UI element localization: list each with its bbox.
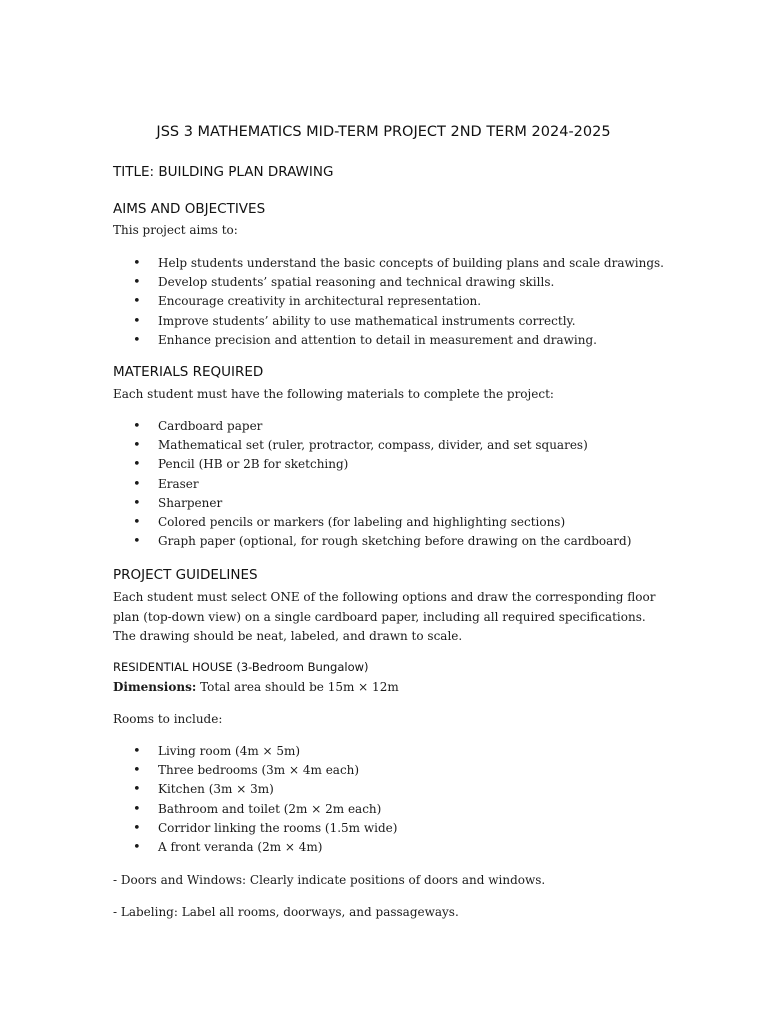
bullet-icon: • bbox=[133, 801, 141, 817]
list-item: • Three bedrooms (3m × 4m each) bbox=[113, 761, 397, 780]
list-item: • Corridor linking the rooms (1.5m wide) bbox=[113, 819, 397, 838]
guidelines-heading: PROJECT GUIDELINES bbox=[113, 567, 258, 583]
rooms-list bbox=[113, 742, 397, 857]
list-item: • A front veranda (2m × 4m) bbox=[113, 838, 397, 857]
bullet-icon: • bbox=[133, 457, 141, 473]
dimensions-label: Dimensions: bbox=[113, 680, 197, 694]
aims-heading: AIMS AND OBJECTIVES bbox=[113, 201, 266, 217]
list-item: • Develop students’ spatial reasoning and technical drawing skills. bbox=[113, 273, 664, 292]
list-item: • Sharpener bbox=[113, 494, 631, 513]
dimensions-text: Total area should be 15m × 12m bbox=[196, 680, 399, 694]
bullet-icon: • bbox=[133, 763, 141, 779]
doors-windows-note: - Doors and Windows: Clearly indicate positions of doors and windows. bbox=[113, 873, 546, 887]
list-item: • Help students understand the basic concepts of building plans and scale drawings. bbox=[113, 254, 664, 273]
bullet-icon: • bbox=[133, 476, 141, 492]
list-item: • Graph paper (optional, for rough sketching before drawing on the cardboard) bbox=[113, 532, 631, 551]
bullet-icon: • bbox=[133, 820, 141, 836]
bullet-icon: • bbox=[133, 782, 141, 798]
bullet-icon: • bbox=[133, 419, 141, 434]
list-item: • Enhance precision and attention to detail in measurement and drawing. bbox=[113, 331, 664, 350]
dimensions-line bbox=[113, 678, 665, 698]
bullet-icon: • bbox=[133, 534, 141, 550]
document-title: JSS 3 MATHEMATICS MID-TERM PROJECT 2ND TERM 2024-2025 bbox=[156, 124, 611, 140]
aims-intro: This project aims to: bbox=[113, 223, 238, 237]
list-item: • Bathroom and toilet (2m × 2m each) bbox=[113, 800, 397, 819]
list-item: • Colored pencils or markers (for labeling and highlighting sections) bbox=[113, 513, 631, 532]
guidelines-intro: Each student must select ONE of the following options and draw the corresponding floor plan (top-down view) on a single cardboard paper, including all required specifications. The drawing should be neat, labeled, and drawn to scale. bbox=[113, 590, 656, 643]
materials-heading: MATERIALS REQUIRED bbox=[113, 364, 264, 380]
option-heading: RESIDENTIAL HOUSE (3-Bedroom Bungalow) bbox=[113, 660, 369, 674]
bullet-icon: • bbox=[133, 744, 141, 759]
materials-list bbox=[113, 417, 631, 551]
list-item: • Eraser bbox=[113, 475, 631, 494]
bullet-icon: • bbox=[133, 275, 141, 291]
bullet-icon: • bbox=[133, 839, 141, 855]
list-item: • Improve students’ ability to use mathematical instruments correctly. bbox=[113, 312, 664, 331]
bullet-icon: • bbox=[133, 256, 141, 271]
bullet-icon: • bbox=[133, 438, 141, 454]
materials-intro: Each student must have the following materials to complete the project: bbox=[113, 387, 554, 401]
bullet-icon: • bbox=[133, 294, 141, 310]
project-title: TITLE: BUILDING PLAN DRAWING bbox=[113, 164, 334, 180]
bullet-icon: • bbox=[133, 332, 141, 348]
labeling-note: - Labeling: Label all rooms, doorways, and passageways. bbox=[113, 905, 459, 919]
list-item: • Mathematical set (ruler, protractor, compass, divider, and set squares) bbox=[113, 436, 631, 455]
bullet-icon: • bbox=[133, 514, 141, 530]
bullet-icon: • bbox=[133, 313, 141, 329]
list-item: • Pencil (HB or 2B for sketching) bbox=[113, 455, 631, 474]
aims-list bbox=[113, 254, 664, 350]
list-item: • Encourage creativity in architectural representation. bbox=[113, 292, 664, 311]
list-item: • Cardboard paper bbox=[113, 417, 631, 436]
list-item: • Living room (4m × 5m) bbox=[113, 742, 397, 761]
rooms-intro: Rooms to include: bbox=[113, 712, 223, 726]
bullet-icon: • bbox=[133, 495, 141, 511]
list-item: • Kitchen (3m × 3m) bbox=[113, 780, 397, 799]
